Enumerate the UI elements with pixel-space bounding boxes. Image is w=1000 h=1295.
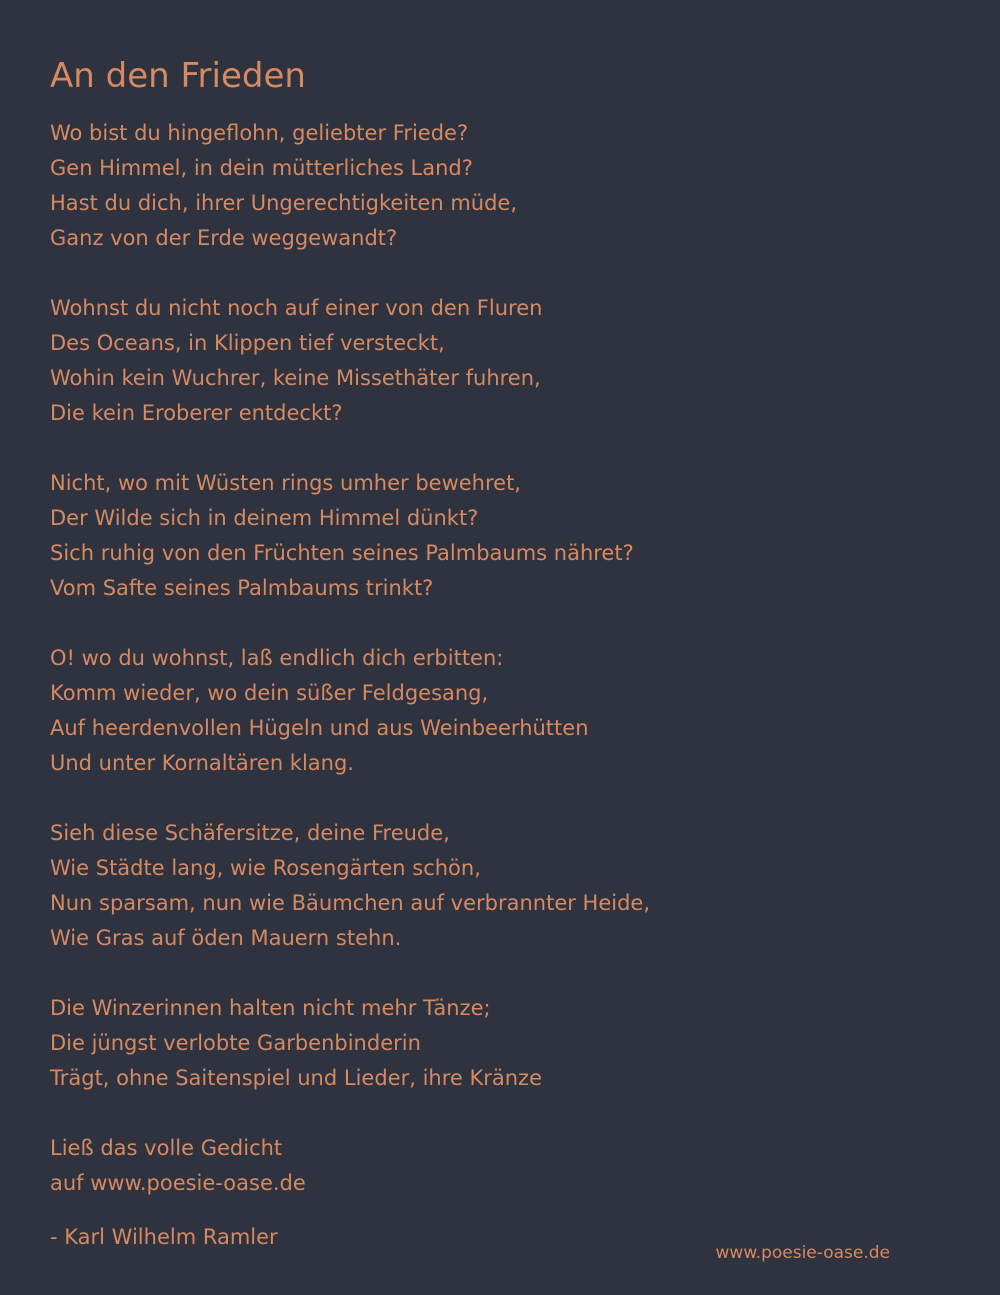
poem-line: Sieh diese Schäfersitze, deine Freude, bbox=[50, 821, 450, 845]
poem-line: Sich ruhig von den Früchten seines Palmbaums nähret? bbox=[50, 541, 634, 565]
stanza-1 bbox=[50, 116, 950, 256]
poem-line: Trägt, ohne Saitenspiel und Lieder, ihre Kränze bbox=[50, 1066, 543, 1090]
poem-line: Hast du dich, ihrer Ungerechtigkeiten müde, bbox=[50, 191, 518, 215]
poem-line: Gen Himmel, in dein mütterliches Land? bbox=[50, 156, 473, 180]
poem-line: Nicht, wo mit Wüsten rings umher bewehret, bbox=[50, 471, 521, 495]
poem-line: Komm wieder, wo dein süßer Feldgesang, bbox=[50, 681, 489, 705]
closing-note bbox=[50, 1131, 950, 1201]
poem-line: Des Oceans, in Klippen tief versteckt, bbox=[50, 331, 445, 355]
poem-line: Der Wilde sich in deinem Himmel dünkt? bbox=[50, 506, 479, 530]
poem-line: Wie Gras auf öden Mauern stehn. bbox=[50, 926, 402, 950]
poem-title: An den Frieden bbox=[50, 56, 306, 96]
poem-line: Wie Städte lang, wie Rosengärten schön, bbox=[50, 856, 481, 880]
poem-line: Vom Safte seines Palmbaums trinkt? bbox=[50, 576, 434, 600]
poem-author: - Karl Wilhelm Ramler bbox=[50, 1225, 278, 1249]
poem-line: Wohin kein Wuchrer, keine Missethäter fuhren, bbox=[50, 366, 541, 390]
poem-line: Nun sparsam, nun wie Bäumchen auf verbrannter Heide, bbox=[50, 891, 651, 915]
site-watermark: www.poesie-oase.de bbox=[715, 1243, 890, 1263]
poem-line: Die kein Eroberer entdeckt? bbox=[50, 401, 343, 425]
poem-line: Wo bist du hingeflohn, geliebter Friede? bbox=[50, 121, 469, 145]
stanza-4 bbox=[50, 641, 950, 781]
stanza-6 bbox=[50, 991, 950, 1096]
poem-line: Und unter Kornaltären klang. bbox=[50, 751, 354, 775]
poem-line: Auf heerdenvollen Hügeln und aus Weinbeerhütten bbox=[50, 716, 589, 740]
stanza-2 bbox=[50, 291, 950, 431]
poem-line: Die jüngst verlobte Garbenbinderin bbox=[50, 1031, 421, 1055]
poem-line: Wohnst du nicht noch auf einer von den Fluren bbox=[50, 296, 543, 320]
closing-line: auf www.poesie-oase.de bbox=[50, 1171, 306, 1195]
closing-line: Ließ das volle Gedicht bbox=[50, 1136, 283, 1160]
poem-page bbox=[50, 52, 950, 1255]
stanza-3 bbox=[50, 466, 950, 606]
stanza-5 bbox=[50, 816, 950, 956]
poem-line: Ganz von der Erde weggewandt? bbox=[50, 226, 398, 250]
poem-line: Die Winzerinnen halten nicht mehr Tänze; bbox=[50, 996, 491, 1020]
poem-line: O! wo du wohnst, laß endlich dich erbitten: bbox=[50, 646, 504, 670]
